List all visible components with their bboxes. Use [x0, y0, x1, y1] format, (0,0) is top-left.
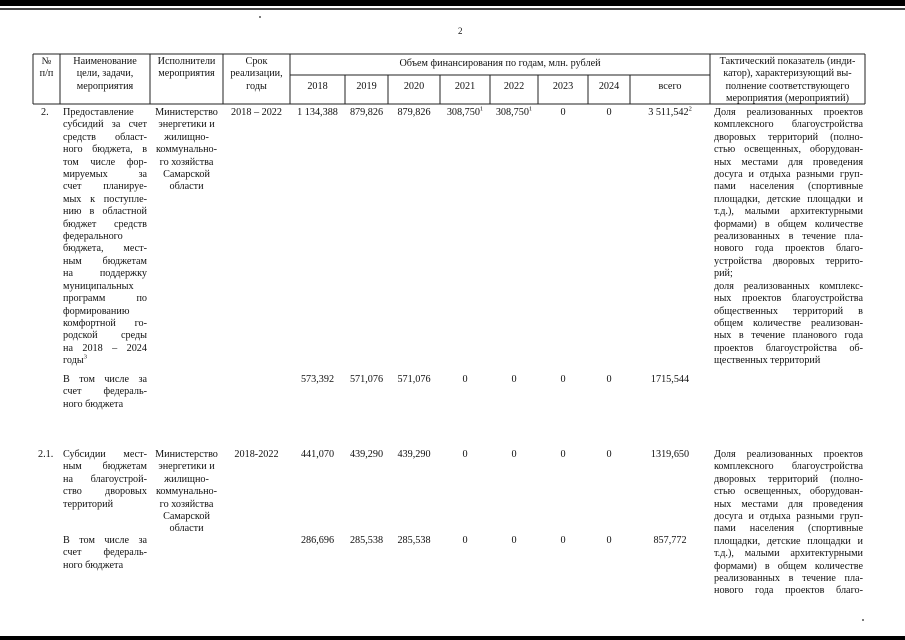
exec-line: области — [169, 181, 204, 193]
row-2-value-2023: 0 — [560, 107, 566, 118]
scan-top-edge — [0, 0, 905, 6]
name-line: счет федераль- — [63, 547, 147, 559]
header-year-2023: 2023 — [552, 81, 574, 92]
row-2-1-federal-2024: 0 — [606, 535, 612, 546]
value-text: 308,750 — [495, 107, 529, 118]
exec-line: коммунально- — [155, 486, 218, 498]
header-text: цели, задачи, — [76, 68, 134, 80]
indicator-line: пами населения (спортивные — [714, 181, 863, 193]
row-2-1-federal-2020: 285,538 — [397, 535, 431, 546]
name-line: ным бюджетам — [63, 255, 147, 267]
row-2-1-value-2021: 0 — [462, 449, 468, 460]
exec-line: коммунально- — [155, 144, 218, 156]
indicator-line: доля реализованных комплекс- — [714, 280, 863, 292]
footnote-mark: 1 — [528, 105, 533, 113]
name-line: счет планируе- — [63, 181, 147, 193]
exec-line: го хозяйства — [159, 156, 214, 168]
header-text: мероприятия — [158, 68, 215, 80]
name-line: бюджет средств — [63, 218, 147, 230]
header-year-2020: 2020 — [403, 81, 425, 92]
header-year-2018: 2018 — [307, 81, 328, 92]
row-2-1-federal-2019: 285,538 — [349, 535, 384, 546]
name-line: ство дворовых — [63, 486, 147, 498]
name-line: комфортной го- — [63, 317, 147, 329]
header-col-no — [33, 56, 60, 81]
name-line: программ по — [63, 293, 147, 305]
row-2-value-2019: 879,826 — [349, 107, 384, 118]
header-year-2019: 2019 — [356, 81, 377, 92]
name-line: Субсидии мест- — [63, 449, 147, 460]
indicator-line: реализованных в течение пла- — [714, 231, 863, 243]
name-line: том числе фор- — [63, 156, 147, 168]
row-2-federal-2022: 0 — [511, 374, 517, 385]
indicator-line: досуга и отдыха разными груп- — [714, 169, 863, 181]
row-2-federal-2024: 0 — [606, 374, 612, 385]
header-text: полнение соответствующего — [725, 80, 850, 92]
indicator-line: ных в течение планового года — [714, 330, 863, 342]
indicator-line: стью освещенных, оборудован- — [714, 144, 863, 156]
row-2-value-2020: 879,826 — [397, 107, 431, 118]
name-line: формированию — [63, 305, 130, 317]
name-last-text: годы — [63, 355, 84, 367]
row-2-1-value-2023: 0 — [560, 449, 566, 460]
row-2-1-federal-2021: 0 — [462, 535, 468, 546]
row-2-1-federal-name — [63, 535, 147, 572]
indicator-line: комплексного благоустройства — [714, 119, 863, 131]
exec-line: жилищно- — [164, 473, 209, 485]
header-col-executor — [150, 56, 223, 81]
scan-bottom-edge — [0, 636, 905, 640]
header-total: всего — [658, 81, 682, 92]
row-2-1-value-2019: 439,290 — [349, 449, 384, 460]
row-2-value-2018: 1 134,388 — [297, 107, 338, 118]
header-text: катор), характеризующий вы- — [723, 68, 852, 80]
footnote-mark: 2 — [688, 105, 692, 113]
name-line: ным бюджетам — [63, 461, 147, 473]
exec-line: жилищно- — [164, 131, 209, 143]
name-line: на 2018 – 2024 — [63, 342, 147, 354]
indicator-line: общественных территорий в — [714, 305, 863, 317]
row-2-1-term: 2018-2022 — [234, 449, 279, 460]
indicator-line: реализованных в течение пла- — [714, 573, 863, 585]
header-text: п/п — [39, 68, 54, 80]
row-2-value-total — [630, 107, 710, 119]
row-2-1-name — [63, 449, 147, 511]
header-text: Наименование — [73, 56, 137, 67]
indicator-line: ных проектов благоустройства — [714, 293, 863, 305]
header-year-2021: 2021 — [454, 81, 476, 92]
row-2-1-number: 2.1. — [38, 449, 54, 460]
indicator-line: комплексного благоустройства — [714, 461, 863, 473]
exec-line: Самарской — [163, 511, 210, 523]
header-text: реализации, — [230, 68, 283, 80]
footnote-mark: 3 — [83, 353, 88, 361]
name-line: на поддержку — [63, 268, 147, 280]
exec-line: Министерство — [155, 449, 218, 460]
row-2-1-value-2022: 0 — [511, 449, 517, 460]
header-text: Тактический показатель (инди- — [719, 56, 856, 67]
header-text: Срок — [245, 56, 268, 67]
name-line: родской среды — [63, 330, 147, 342]
row-2-federal-2019: 571,076 — [349, 374, 384, 385]
header-text: мероприятия — [76, 80, 134, 92]
row-2-1-value-2018: 441,070 — [300, 449, 335, 460]
exec-line: го хозяйства — [159, 498, 214, 510]
value-text: 308,750 — [446, 107, 480, 118]
name-line: ного бюджета, в — [63, 144, 147, 156]
row-2-federal-2018: 573,392 — [300, 374, 335, 385]
row-2-1-executor — [150, 449, 223, 536]
indicator-line: устройства дворовых террито- — [714, 255, 863, 267]
row-2-federal-2020: 571,076 — [397, 374, 431, 385]
name-line: Предоставление — [63, 107, 134, 118]
name-line: счет федераль- — [63, 386, 147, 398]
header-year-2024: 2024 — [598, 81, 620, 92]
row-2-value-2022 — [490, 107, 538, 119]
indicator-line: ных местами для проведения — [714, 156, 863, 168]
indicator-line: досуга и отдыха разными груп- — [714, 511, 863, 523]
name-line: мируемых за — [63, 169, 147, 181]
row-2-1-federal-2023: 0 — [560, 535, 566, 546]
header-year-2022: 2022 — [503, 81, 525, 92]
row-2-federal-2023: 0 — [560, 374, 566, 385]
name-line: средств област- — [63, 131, 147, 143]
header-col-name — [60, 56, 150, 93]
scan-top-edge-line — [0, 8, 905, 10]
name-line: ного бюджета — [63, 559, 124, 571]
exec-line: Самарской — [163, 169, 210, 181]
row-2-federal-total: 1715,544 — [650, 374, 690, 385]
row-2-1-federal-total: 857,772 — [653, 535, 687, 546]
row-2-value-2024: 0 — [606, 107, 612, 118]
scan-speck — [862, 619, 864, 621]
name-line: мых к поступле- — [63, 193, 147, 205]
header-col-term — [223, 56, 290, 93]
exec-line: энергетики и — [158, 461, 215, 473]
indicator-line: рий; — [714, 268, 733, 280]
page-number: 2 — [458, 26, 463, 36]
name-line: нию в областной — [63, 206, 147, 218]
indicator-line: дворовых территорий (полно- — [714, 131, 863, 143]
row-2-name — [63, 107, 147, 368]
indicator-line: пами населения (спортивные — [714, 523, 863, 535]
header-text: № — [41, 56, 52, 67]
row-2-indicator — [714, 107, 863, 368]
row-2-1-indicator — [714, 449, 863, 598]
indicator-line: площадки, детские площадки и — [714, 535, 863, 547]
row-2-federal-name — [63, 374, 147, 411]
row-2-federal-2021: 0 — [462, 374, 468, 385]
row-2-1-value-2024: 0 — [606, 449, 612, 460]
exec-line: области — [169, 523, 204, 535]
name-line: бюджета, мест- — [63, 243, 147, 255]
indicator-line: т.д.), малыми архитектурными — [714, 206, 863, 218]
name-line: федерального — [63, 231, 123, 243]
row-2-executor — [150, 107, 223, 194]
header-text: годы — [246, 80, 267, 92]
indicator-line: формами) в общем количестве — [714, 218, 863, 230]
name-line: территорий — [63, 498, 114, 510]
indicator-line: площадки, детские площадки и — [714, 193, 863, 205]
name-line: субсидий за счет — [63, 119, 147, 131]
row-2-1-federal-2022: 0 — [511, 535, 517, 546]
name-line: В том числе за — [63, 374, 147, 385]
row-2-1-value-total: 1319,650 — [650, 449, 690, 460]
name-line: муниципальных — [63, 280, 134, 292]
indicator-line: ных местами для проведения — [714, 498, 863, 510]
header-text: мероприятия (мероприятий) — [726, 93, 849, 105]
header-text: Исполнители — [157, 56, 216, 67]
indicator-line: щественных территорий — [714, 355, 821, 367]
scan-speck — [259, 16, 261, 18]
header-col-indicator — [710, 56, 865, 106]
indicator-line: общем количестве реализован- — [714, 317, 863, 329]
indicator-line: Доля реализованных проектов — [714, 107, 863, 118]
indicator-line: Доля реализованных проектов — [714, 449, 863, 460]
indicator-line: т.д.), малыми архитектурными — [714, 548, 863, 560]
row-2-term: 2018 – 2022 — [231, 107, 282, 118]
exec-line: Министерство — [155, 107, 218, 118]
indicator-line: формами) в общем количестве — [714, 560, 863, 572]
name-line: на благоустрой- — [63, 473, 147, 485]
footnote-mark: 1 — [479, 105, 484, 113]
header-funding-group: Объем финансирования по годам, млн. рублей — [399, 58, 601, 69]
indicator-line: нового года проектов благо- — [714, 243, 863, 255]
indicator-line: проектов благоустройства об- — [714, 342, 863, 354]
indicator-line: нового года проектов благо- — [714, 585, 863, 597]
row-2-1-value-2020: 439,290 — [397, 449, 431, 460]
row-2-1-federal-2018: 286,696 — [300, 535, 335, 546]
exec-line: энергетики и — [158, 119, 215, 131]
name-line: В том числе за — [63, 535, 147, 546]
name-line — [63, 355, 147, 367]
indicator-line: дворовых территорий (полно- — [714, 473, 863, 485]
row-2-number: 2. — [41, 107, 49, 118]
row-2-value-2021 — [440, 107, 490, 119]
indicator-line: стью освещенных, оборудован- — [714, 486, 863, 498]
value-text: 3 511,542 — [648, 107, 689, 118]
name-line: ного бюджета — [63, 398, 124, 410]
